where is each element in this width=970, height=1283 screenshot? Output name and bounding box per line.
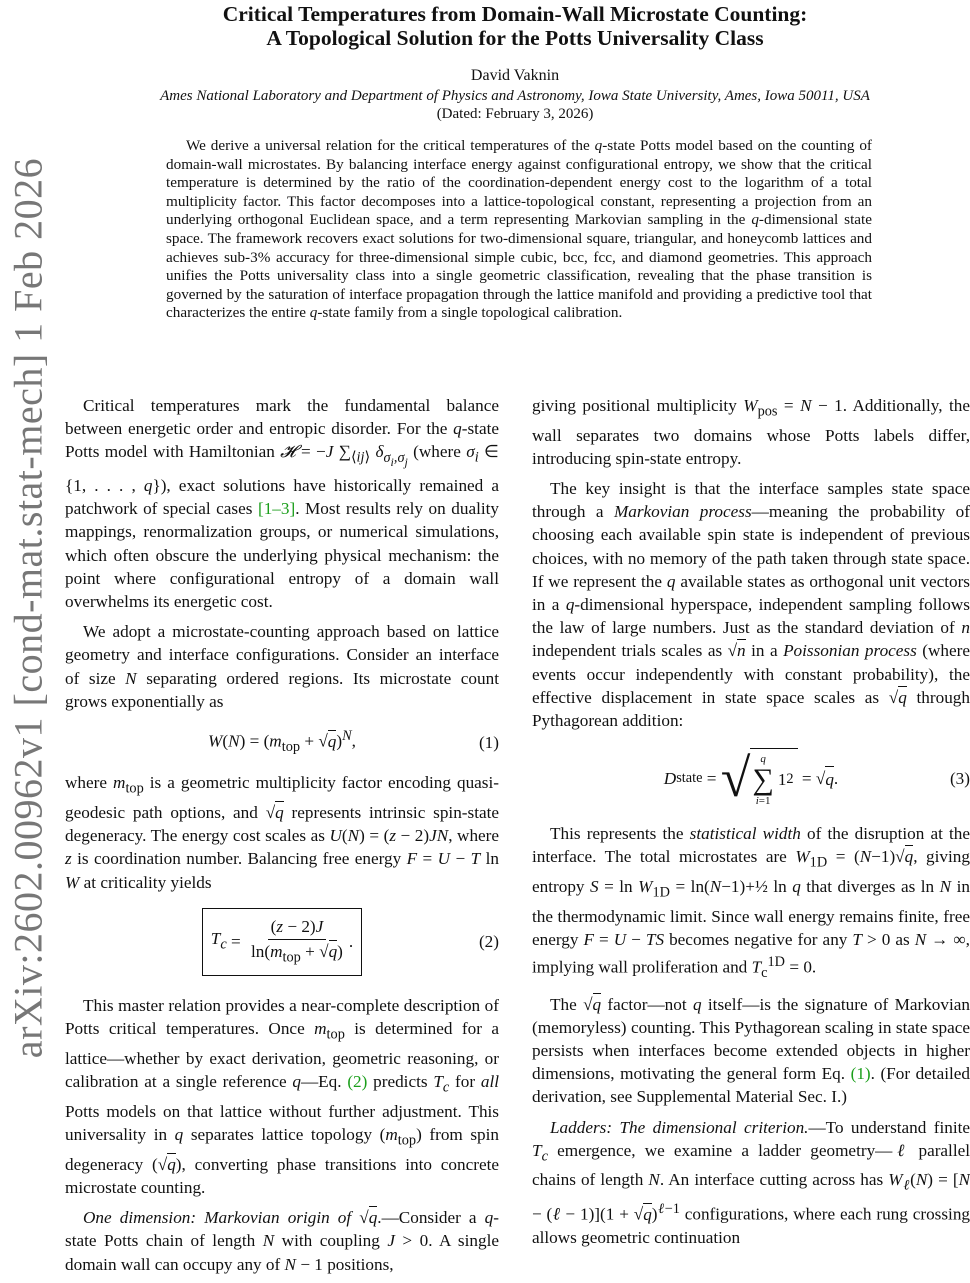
affiliation: Ames National Laboratory and Department of Physics and Astronomy, Iowa State University, Ames, Iowa 50011, USA — [160, 88, 870, 104]
paragraph-intro: Critical temperatures mark the fundamental balance between energetic order and entropic disorder. For the q-state Potts model with Hamiltonian 𝓗 = −J $\sum_{⟨ij⟩}$ $\delta_{\sigma_i,\sigma_j}$ (where $\sigma_i$ ∈ {1, . . . , q}), exact solutions have historically remained a patchwork of special cases [1–3]. Most results rely on duality mappings, renormalization groups, or numerical simulations, which often obscure the underlying physical mechanism: the point where configurational entropy of a domain wall overwhelms its energetic cost. — [65, 396, 500, 611]
left-column — [65, 394, 499, 1283]
equation-number: (3) — [949, 768, 970, 788]
equation-number: (2) — [478, 932, 499, 952]
paragraph-approach: We adopt a microstate-counting approach based on lattice geometry and interface configurations. Consider an interface of size N separating ordered regions. Its microstate count grows exponentially as — [65, 622, 499, 711]
author-name: David Vaknin — [470, 67, 560, 84]
paragraph-ladders: Ladders: The dimensional criterion.—To understand finite $T_c$ emergence, we examine a ladder geometry—ℓ parallel chains of length N. An interface cutting across has $W_\ell(N) = [N$ − (ℓ − $1)](1 + √q)^{\ell-1}$ configurations, where each rung crossing allows geometric continuation — [532, 1117, 970, 1247]
paragraph-statistical-width: This represents the statistical width of the disruption at the interface. The total microstates are $W_{1D} = (N-1)√q$, giving entropy $S = \ln W_{1D}$ = ln(N−1)+½ ln q that diverges as ln N in the thermodynamic limit. Since wall energy remains finite, free energy F = U − TS becomes negative for any T > 0 as N → ∞, implying wall proliferation and $T_c^{1D} = 0$. — [532, 824, 970, 982]
boxed-master-equation: $T_c$ = $\frac{(z - 2)J}{\ln(m_{top} + √q)}$ . — [202, 908, 362, 976]
paragraph-multiplicity: giving positional multiplicity $W_{pos} = N - 1$. Additionally, the wall separates two domains whose Potts labels differ, introducing spin-state entropy. — [532, 396, 970, 468]
equation-number: (1) — [478, 732, 499, 752]
date-line: (Dated: February 3, 2026) — [436, 106, 594, 122]
paragraph-sqrt-signature: The √q factor—not q itself—is the signature of Markovian (memoryless) counting. This Pythagorean scaling in state space persists when interfaces become extended objects in higher dimensions, motivating the general form Eq. (1). (For detailed derivation, see Supplemental Material Sec. I.) — [532, 994, 970, 1107]
paragraph-definitions: where $m_{top}$ is a geometric multiplicity factor encoding quasi-geodesic path options, and √q represents intrinsic spin-state degeneracy. The energy cost scales as U(N) = (z − 2)JN, where z is coordination number. Balancing free energy F = U − T ln W at criticality yields — [65, 773, 500, 892]
equation-3: D state = √ q ∑ i=1 1 2 = √ q . (3) — [663, 748, 970, 809]
right-column — [532, 394, 970, 1256]
equation-1: $W(N) = (m_{top} + √q)^N$, (1) — [208, 727, 499, 756]
citation-link[interactable]: [1–3] — [257, 499, 296, 519]
arxiv-sidebar — [0, 0, 56, 1200]
paper-title: Critical Temperatures from Domain-Wall Microstate Counting: A Topological Solution for the Potts Universality Class — [222, 2, 808, 50]
paragraph-master-relation: This master relation provides a near-complete description of Potts critical temperatures. Once $m_{top}$ is determined for a lattice—whether by exact derivation, geometric reasoning, or calibration at a single reference q—Eq. (2) predicts $T_c$ for all Potts models on that lattice without further adjustment. This universality in q separates lattice topology $(m_{top})$ from spin degeneracy (√q), converting phase transitions into concrete microstate counting. — [65, 996, 499, 1197]
paragraph-key-insight: The key insight is that the interface samples state space through a Markovian process—meaning the probability of choosing each available spin state is independent of previous choices, with no memory of the path taken through state space. If we represent the q available states as orthogonal unit vectors in a q-dimensional hyperspace, independent sampling follows the law of large numbers. Just as the standard deviation of n independent trials scales as √n in a Poissonian process (where events occur independently with constant probability), the effective displacement in state space scales as √q through Pythagorean addition: — [532, 479, 970, 731]
paper-header — [60, 0, 970, 123]
equation-2 — [65, 908, 499, 976]
equation-link[interactable]: (1) — [850, 1064, 871, 1084]
arxiv-identifier: arXiv:2602.00962v1 [cond-mat.stat-mech] 1 Feb 2026 — [5, 157, 51, 1059]
abstract: We derive a universal relation for the critical temperatures of the q-state Potts model based on the counting of domain-wall microstates. By balancing interface energy against configurational entropy, we show that the critical temperature is determined by the ratio of the coordination-dependent energy cost to the logarithm of a total multiplicity factor. This factor decomposes into a lattice-topological constant, representing a projection from an underlying orthogonal Euclidean space, and a term representing Markovian sampling in the q-dimensional state space. The framework recovers exact solutions for two-dimensional square, triangular, and honeycomb lattices and achieves sub-3% accuracy for three-dimensional simple cubic, bcc, fcc, and diamond geometries. This approach unifies the Potts universality class into a single geometric classification, revealing that the phase transition is governed by the saturation of interface propagation through the lattice manifold and providing a predictive tool that characterizes the entire q-state family from a single topological calibration. — [166, 137, 872, 322]
equation-link[interactable]: (2) — [347, 1072, 368, 1092]
paragraph-one-dimension: One dimension: Markovian origin of √q.—Consider a q-state Potts chain of length N with coupling J > 0. A single domain wall can occupy any of N − 1 positions, — [65, 1208, 499, 1274]
